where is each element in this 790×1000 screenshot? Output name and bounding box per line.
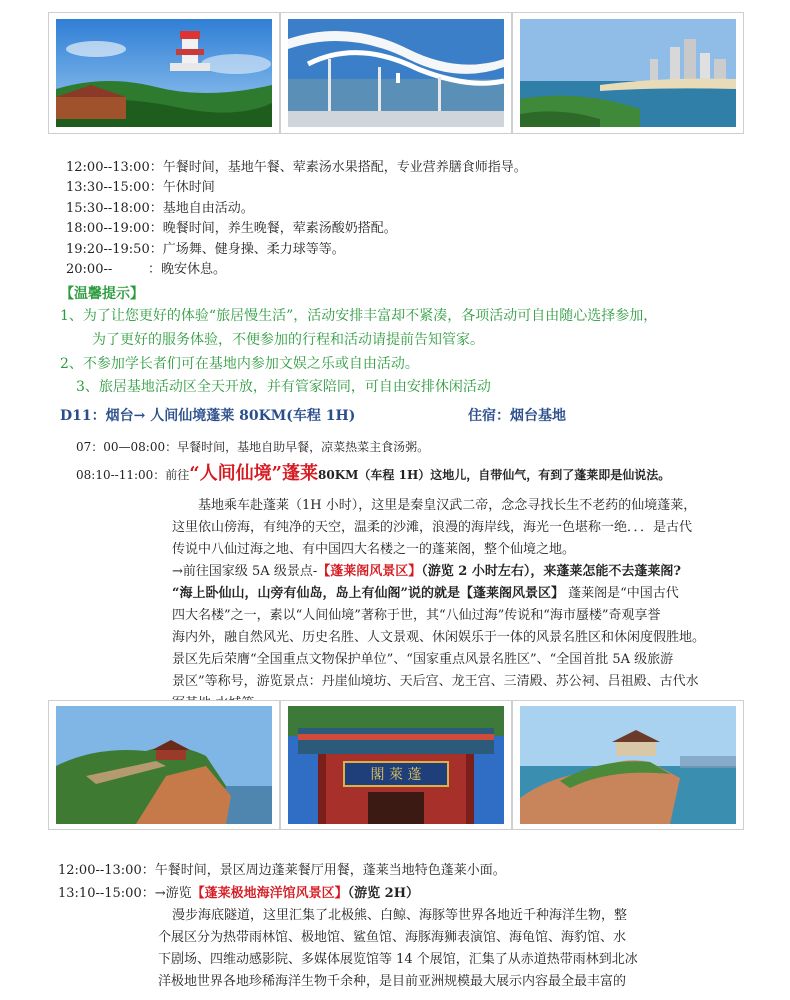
pavilion-text: 景区先后荣膺“全国重点文物保护单位”、“国家重点风景名胜区”、“全国首批 5A 级旅游 bbox=[172, 652, 674, 667]
schedule-text: 午休时间 bbox=[162, 180, 215, 195]
depart-highlight: “人间仙境”蓬莱 bbox=[189, 463, 318, 484]
gate-sign-text: 閣 萊 蓬 bbox=[370, 767, 422, 783]
breakfast-line: 07：00—08:00：早餐时间，基地自助早餐，凉菜热菜主食汤粥。 bbox=[76, 440, 430, 454]
pavilion-quote: “海上卧仙山，山旁有仙岛，岛上有仙阁”说的就是【蓬莱阁风景区】 bbox=[172, 586, 564, 601]
tips-title: 【温馨提示】 bbox=[60, 286, 144, 302]
ocean-line: 洋极地世界各地珍稀海洋生物千余种，是目前亚洲规模最大展示内容最全最丰富的 bbox=[158, 974, 627, 989]
schedule-text: 晚餐时间，养生晚餐，荤素汤酸奶搭配。 bbox=[162, 221, 397, 236]
pavilion-text: 景区”等称号，游览景点：丹崖仙境坊、天后宫、龙王宫、三清殿、苏公祠、吕祖殿、古代水 bbox=[172, 674, 699, 689]
schedule-time: 15:30--18:00： bbox=[66, 201, 163, 216]
pavilion-lead: →前往国家级 5A 级景点- bbox=[172, 564, 318, 579]
ocean-line: 漫步海底隧道，这里汇集了北极熊、白鲸、海豚等世界各地近千种海洋生物，整 bbox=[172, 908, 628, 923]
island-pavilion-photo bbox=[512, 700, 744, 830]
lunch-time: 12:00--13:00： bbox=[58, 863, 155, 878]
schedule-text: ：晚安休息。 bbox=[148, 262, 227, 277]
schedule-time: 13:30--15:00： bbox=[66, 180, 163, 195]
depart-rest: 80KM（车程 1H）这地儿，自带仙气，有到了蓬莱即是仙说法。 bbox=[318, 468, 671, 482]
schedule-text: 广场舞、健身操、柔力球等等。 bbox=[162, 242, 345, 257]
tips-line: 3、旅居基地活动区全天开放，并有管家陪同，可自由安排休闲活动 bbox=[76, 379, 491, 395]
tour-tail: （游览 2H） bbox=[347, 886, 419, 901]
schedule-time: 18:00--19:00： bbox=[66, 221, 163, 236]
day-title: D11：烟台→ 人间仙境蓬莱 80KM(车程 1H) bbox=[60, 408, 356, 424]
ocean-line: 下剧场、四维动感影院、多媒体展览馆等 14 个展馆，汇集了从赤道热带雨林到北冰 bbox=[158, 952, 638, 967]
lighthouse-photo bbox=[48, 12, 280, 134]
pavilion-text: 海内外，融自然风光、历史名胜、人文景观、休闲娱乐于一体的风景名胜区和休闲度假胜地。 bbox=[172, 630, 706, 645]
tour-lead: →游览 bbox=[154, 886, 192, 901]
pavilion-text: 四大名楼”之一，素以“人间仙境”著称于世，其“八仙过海”传说和“海市蜃楼”奇观享誉 bbox=[172, 608, 661, 623]
intro-line: 基地乘车赴蓬莱（1H 小时），这里是秦皇汉武二帝，念念寻找长生不老药的仙境蓬莱， bbox=[198, 498, 697, 513]
depart-line bbox=[76, 463, 670, 486]
pavilion-text: 蓬莱阁是“中国古代 bbox=[568, 586, 679, 601]
schedule-time: 19:20--19:50： bbox=[66, 242, 163, 257]
coastal-city-photo bbox=[512, 12, 744, 134]
pavilion-section bbox=[172, 561, 742, 715]
day-stay: 住宿：烟台基地 bbox=[468, 408, 566, 424]
top-photo-row bbox=[48, 12, 744, 134]
pavilion-quote-line bbox=[172, 583, 742, 605]
schedule-time: 12:00--13:00： bbox=[66, 160, 163, 175]
schedule-item bbox=[66, 241, 345, 259]
tips-line: 1、为了让您更好的体验“旅居慢生活”，活动安排丰富却不紧凑，各项活动可自由随心选择参加， bbox=[60, 308, 658, 324]
schedule-item bbox=[66, 159, 527, 177]
lunch-line bbox=[58, 862, 506, 880]
penglai-gate-photo bbox=[280, 700, 512, 830]
schedule-item bbox=[66, 200, 254, 218]
tour-name: 【蓬莱极地海洋馆风景区】 bbox=[191, 886, 348, 901]
pavilion-name: 【蓬莱阁风景区】 bbox=[317, 564, 422, 579]
tour-line bbox=[58, 885, 419, 903]
tips-line: 为了更好的服务体验，不便参加的行程和活动请提前告知管家。 bbox=[92, 332, 484, 348]
pavilion-tail: （游览 2 小时左右），来蓬莱怎能不去蓬莱阁? bbox=[421, 564, 681, 579]
ocean-line: 个展区分为热带雨林馆、极地馆、鲨鱼馆、海豚海狮表演馆、海龟馆、海豹馆、水 bbox=[158, 930, 627, 945]
pavilion-heading bbox=[172, 561, 742, 583]
tips-line: 2、不参加学长者们可在基地内参加文娱之乐或自由活动。 bbox=[60, 356, 419, 372]
seaside-canopy-photo bbox=[280, 12, 512, 134]
ocean-description bbox=[158, 905, 734, 993]
intro-line: 传说中八仙过海之地、有中国四大名楼之一的蓬莱阁，整个仙境之地。 bbox=[172, 542, 576, 557]
penglai-intro bbox=[172, 495, 732, 561]
schedule-item bbox=[66, 261, 226, 279]
mid-photo-row bbox=[48, 700, 744, 830]
depart-time: 08:10--11:00：前往 bbox=[76, 468, 190, 482]
cliff-pavilion-photo bbox=[48, 700, 280, 830]
tour-time: 13:10--15:00： bbox=[58, 886, 155, 901]
intro-line: 这里依山傍海，有纯净的天空，温柔的沙滩，浪漫的海岸线，海光一色堪称一绝．．．是古代 bbox=[172, 520, 693, 535]
schedule-text: 基地自由活动。 bbox=[162, 201, 254, 216]
schedule-time: 20:00-- bbox=[66, 262, 113, 277]
lunch-text: 午餐时间，景区周边蓬莱餐厅用餐，蓬莱当地特色蓬莱小面。 bbox=[154, 863, 506, 878]
schedule-text: 午餐时间，基地午餐、荤素汤水果搭配，专业营养膳食师指导。 bbox=[162, 160, 527, 175]
schedule-item bbox=[66, 220, 397, 238]
schedule-item bbox=[66, 179, 215, 197]
